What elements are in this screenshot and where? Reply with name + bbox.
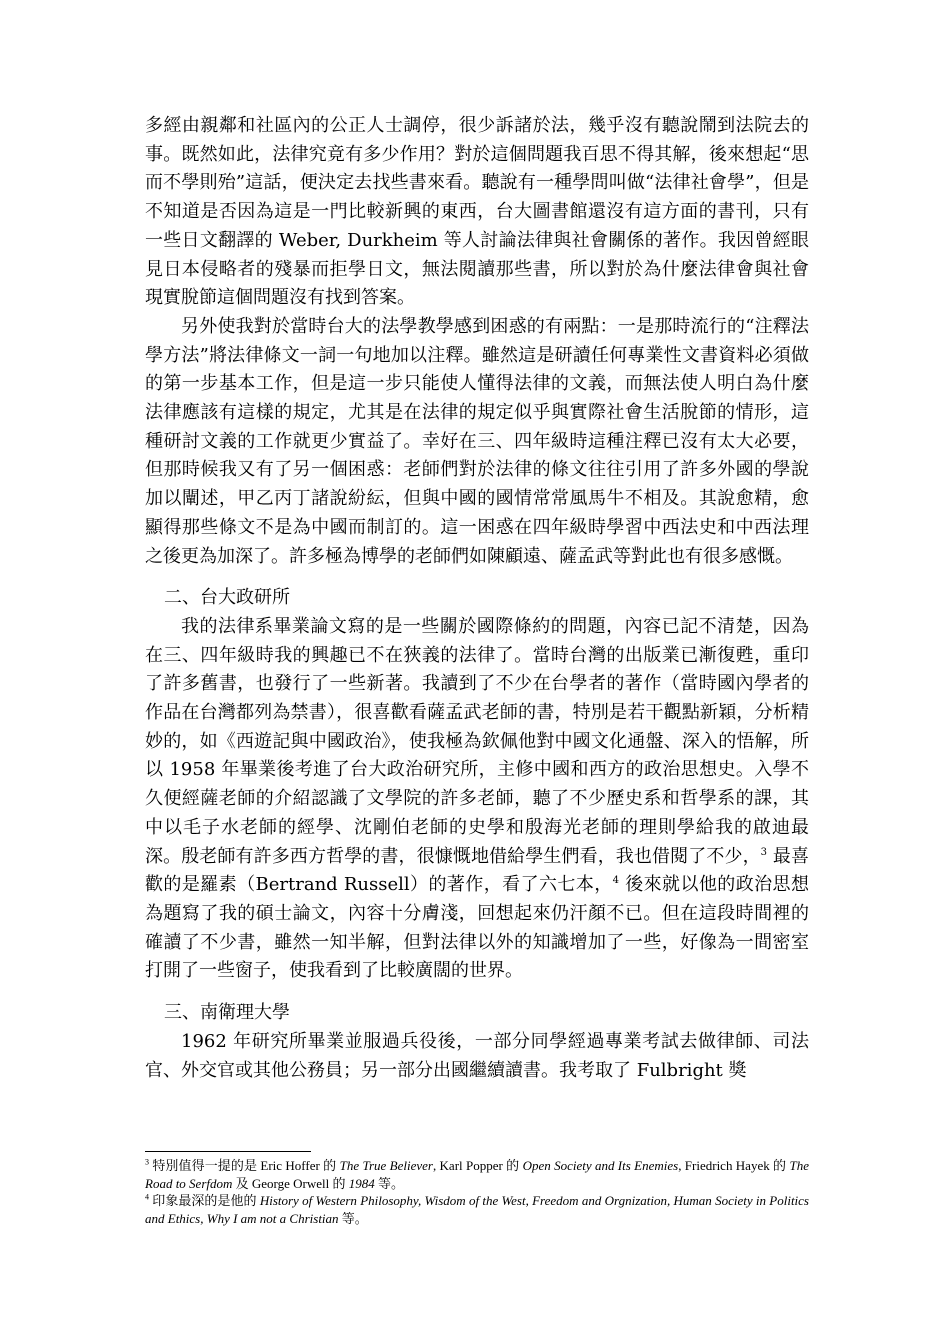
paragraph-graduation: 1962 年研究所畢業並服過兵役後，一部分同學經過專業考試去做律師、司法官、外交官或其他公務員；另一部分出國繼續讀書。我考取了 Fulbright 獎 xyxy=(145,1030,809,1081)
footnote-ref-4[interactable]: 4 xyxy=(612,875,620,887)
book-title: History of Western Philosophy, Wisdom of the West, Freedom and Orgnization, Human Society in Politics and Ethics, Why I am not a Christian xyxy=(145,1193,809,1226)
main-text xyxy=(145,112,809,1085)
footnote-4 xyxy=(145,1192,809,1227)
footnote-text: , Karl Popper 的 xyxy=(432,1158,523,1173)
book-title: 1984 xyxy=(348,1175,375,1191)
paragraph-law-teaching: 另外使我對於當時台大的法學教學感到困惑的有兩點：一是那時流行的“注釋法學方法”將法律條文一詞一句地加以注釋。雖然這是研讀任何專業性文書資料必須做的第一步基本工作，但是這一步只能使人懂得法律的文義，而無法使人明白為什麼法律應該有這樣的規定，尤其是在法律的規定似乎與實際社會生活脫節的情形，這種研討文義的工作就更少實益了。幸好在三、四年級時這種注釋已沒有太大必要，但那時候我又有了另一個困惑：老師們對於法律的條文往往引用了許多外國的學說加以闡述，甲乙丙丁諸說紛紜，但與中國的國情常常風馬牛不相及。其說愈精，愈顯得那些條文不是為中國而制訂的。這一困惑在四年級時學習中西法史和中西法理之後更為加深了。許多極為博學的老師們如陳顧遠、薩孟武等對此也有很多感慨。 xyxy=(145,315,809,567)
book-title: The True Believer xyxy=(339,1158,433,1173)
book-title: The Road to Serfdom xyxy=(145,1158,809,1191)
footnote-divider xyxy=(145,1151,311,1152)
paragraph-text: 後來就以他的政治思想為題寫了我的碩士論文，內容十分膚淺，回想起來仍汗顏不已。但在這段時間裡的確讀了不少書，雖然一知半解，但對法律以外的知識增加了一些，好像為一間密室打開了一些窗子，使我看到了比較廣闊的世界。 xyxy=(145,874,809,982)
book-title: Open Society and Its Enemies xyxy=(522,1158,679,1173)
footnotes xyxy=(145,1157,809,1227)
footnote-text: , Friedrich Hayek 的 xyxy=(678,1158,790,1173)
footnote-text: 特別值得一提的是 Eric Hoffer 的 xyxy=(149,1158,340,1173)
section-heading-ntu-political-science: 二、台大政研所 xyxy=(164,587,290,609)
footnote-ref-3[interactable]: 3 xyxy=(760,846,768,858)
paragraph-text: 我的法律系畢業論文寫的是一些關於國際條約的問題，內容已記不清楚，因為在三、四年級時我的興趣已不在狹義的法律了。當時台灣的出版業已漸復甦，重印了許多舊書，也發行了一些新著。我讀到了不少在台學者的著作（當時國內學者的作品在台灣都列為禁書），很喜歡看薩孟武老師的書，特別是若干觀點新穎，分析精妙的，如《西遊記與中國政治》，使我極為欽佩他對中國文化通盤、深入的悟解，所以 1958 年畢業後考進了台大政治研究所，主修中國和西方的政治思想史。入學不久便經薩老師的介紹認識了文學院的許多老師，聽了不少歷史系和哲學系的課，其中以毛子水老師的經學、沈剛伯老師的史學和殷海光老師的理則學給我的啟迪最深。殷老師有許多西方哲學的書，很慷慨地借給學生們看，我也借閱了不少， xyxy=(145,615,809,867)
footnote-mark: 4 xyxy=(145,1192,149,1202)
footnote-text: 及 George Orwell 的 xyxy=(232,1175,349,1191)
footnote-text: 印象最深的是他的 xyxy=(149,1193,260,1208)
footnote-text: 等。 xyxy=(338,1210,368,1226)
paragraph-political-science-institute xyxy=(145,613,809,986)
footnote-3 xyxy=(145,1157,809,1192)
section-heading-smu: 三、南衛理大學 xyxy=(164,1002,290,1024)
footnote-text: 等。 xyxy=(374,1175,405,1191)
paragraph-continuation: 多經由親鄰和社區內的公正人士調停，很少訴諸於法，幾乎沒有聽說鬧到法院去的事。既然如此，法律究竟有多少作用？對於這個問題我百思不得其解，後來想起“思而不學則殆”這話，便決定去找些書來看。聽說有一種學問叫做“法律社會學”，但是不知道是否因為這是一門比較新興的東西，台大圖書館還沒有這方面的書刊，只有一些日文翻譯的 Weber, Durkheim 等人討論法律與社會關係的著作。我因曾經眼見日本侵略者的殘暴而拒學日文，無法閱讀那些書，所以對於為什麼法律會與社會現實脫節這個問題沒有找到答案。 xyxy=(145,115,809,309)
footnote-mark: 3 xyxy=(145,1157,149,1167)
paragraph-text: 最喜歡的是羅素（Bertrand Russell）的著作，看了六七本， xyxy=(145,845,809,896)
